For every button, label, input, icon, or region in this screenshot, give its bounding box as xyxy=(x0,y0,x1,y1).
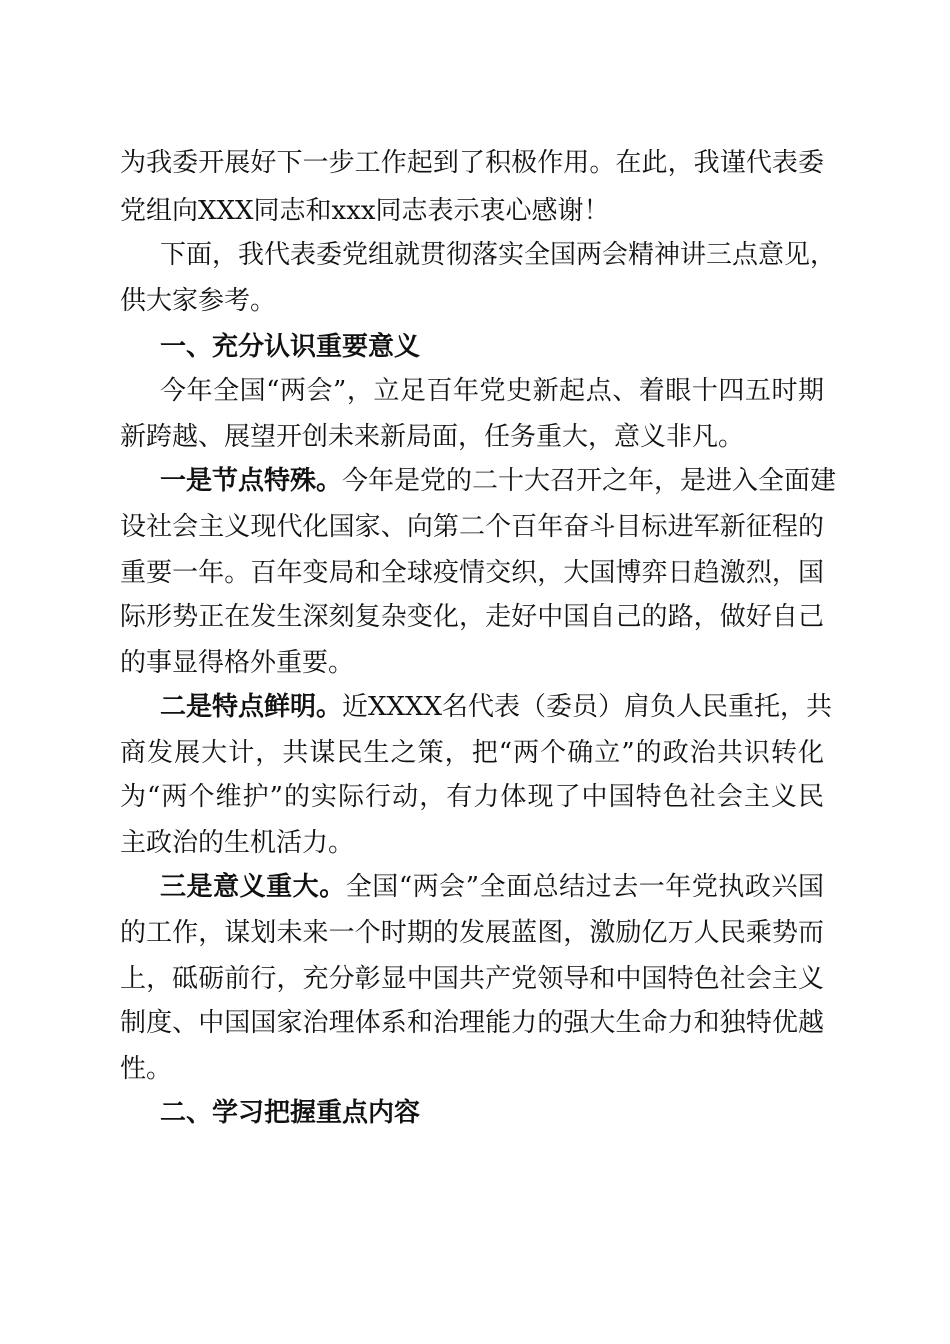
paragraph-line: 性。 xyxy=(120,1054,173,1084)
paragraph-line: 商发展大计，共谋民生之策，把“两个确立”的政治共识转化 xyxy=(120,738,824,768)
paragraph-line: 的工作，谋划未来一个时期的发展蓝图，激励亿万人民乘势而 xyxy=(120,918,824,948)
point-text: 今年是党的二十大召开之年，是进入全面建 xyxy=(342,466,837,496)
paragraph-line: 设社会主义现代化国家、向第二个百年奋斗目标进军新征程的 xyxy=(120,512,824,542)
paragraph-line: 主政治的生机活力。 xyxy=(120,828,355,858)
paragraph-line: 为“两个维护”的实际行动，有力体现了中国特色社会主义民 xyxy=(120,782,824,812)
paragraph-line: 际形势正在发生深刻复杂变化，走好中国自己的路，做好自己 xyxy=(120,602,824,632)
section-heading: 二、学习把握重点内容 xyxy=(160,1098,421,1128)
paragraph-line: 新跨越、展望开创未来新局面，任务重大，意义非凡。 xyxy=(120,422,745,452)
point-text: 全国“两会”全面总结过去一年党执政兴国 xyxy=(345,872,824,902)
point-lead: 三是意义重大。 xyxy=(160,872,346,902)
paragraph-line: 为我委开展好下一步工作起到了积极作用。在此，我谨代表委 xyxy=(120,148,824,178)
section-heading: 一、充分认识重要意义 xyxy=(160,332,421,362)
point-lead: 一是节点特殊。 xyxy=(160,466,343,496)
paragraph-line: 党组向XXX同志和xxx同志表示衷心感谢！ xyxy=(120,196,610,226)
paragraph-line: 制度、中国国家治理体系和治理能力的强大生命力和独特优越 xyxy=(120,1008,824,1038)
paragraph-line xyxy=(160,464,837,504)
paragraph-line xyxy=(160,690,833,730)
paragraph-line: 重要一年。百年变局和全球疫情交织，大国博弈日趋激烈，国 xyxy=(120,558,824,588)
paragraph-line xyxy=(160,870,824,910)
paragraph-line: 上，砥砺前行，充分彰显中国共产党领导和中国特色社会主义 xyxy=(120,964,824,994)
paragraph-line: 供大家参考。 xyxy=(120,286,277,316)
paragraph-line: 今年全国“两会”，立足百年党史新起点、着眼十四五时期 xyxy=(160,376,824,406)
point-lead: 二是特点鲜明。 xyxy=(160,692,343,722)
paragraph-line: 的事显得格外重要。 xyxy=(120,648,355,678)
paragraph-line: 下面，我代表委党组就贯彻落实全国两会精神讲三点意见， xyxy=(160,240,837,270)
point-text: 近XXXX名代表（委员）肩负人民重托，共 xyxy=(342,692,833,722)
